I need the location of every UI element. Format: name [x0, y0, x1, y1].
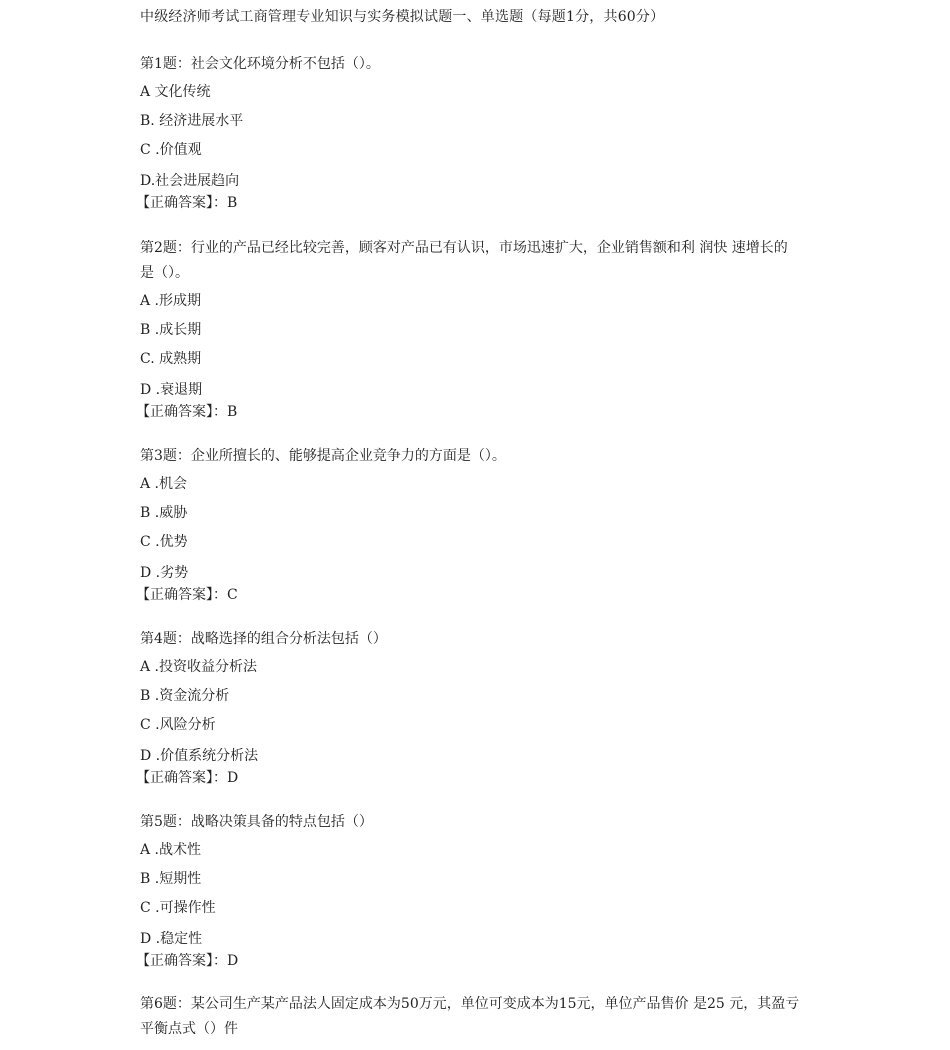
option-a: A .战术性 — [140, 842, 202, 858]
correct-answer: 【正确答案】：D — [136, 953, 239, 969]
question-5 — [136, 810, 800, 971]
option-d: D.社会进展趋向 — [140, 173, 240, 189]
question-stem: 第2题：行业的产品已经比较完善，顾客对产品已有认识，市场迅速扩大，企业销售额和利 润快 速增长的是（）。 — [140, 240, 788, 281]
question-4 — [136, 627, 800, 788]
option-b: B .成长期 — [140, 322, 202, 338]
option-d: D .劣势 — [140, 565, 189, 581]
option-c: C. 成熟期 — [140, 351, 202, 367]
document-title: 中级经济师考试工商管理专业知识与实务模拟试题一、单选题（每题1分，共60分） — [140, 9, 665, 25]
option-d: D .价值系统分析法 — [140, 748, 259, 764]
option-c: C .优势 — [140, 534, 188, 550]
question-stem: 第6题：某公司生产某产品法人固定成本为50万元，单位可变成本为15元，单位产品售价 是25 元，其盈亏平衡点式（）件 — [140, 996, 800, 1037]
option-d: D .衰退期 — [140, 382, 203, 398]
question-3 — [136, 444, 800, 605]
correct-answer: 【正确答案】：B — [136, 404, 238, 420]
option-a: A .投资收益分析法 — [140, 659, 258, 675]
option-b: B. 经济进展水平 — [140, 113, 244, 129]
option-a: A .形成期 — [140, 293, 202, 309]
option-c: C .可操作性 — [140, 900, 216, 916]
option-c: C .风险分析 — [140, 717, 216, 733]
option-c: C .价值观 — [140, 142, 202, 158]
correct-answer: 【正确答案】：C — [136, 587, 238, 603]
option-b: B .资金流分析 — [140, 688, 230, 704]
question-stem: 第4题：战略选择的组合分析法包括（） — [140, 631, 387, 647]
question-1 — [136, 52, 800, 213]
option-d: D .稳定性 — [140, 931, 203, 947]
question-stem: 第5题：战略决策具备的特点包括（） — [140, 814, 373, 830]
correct-answer: 【正确答案】：B — [136, 195, 238, 211]
question-2 — [136, 236, 800, 422]
correct-answer: 【正确答案】：D — [136, 770, 239, 786]
option-a: A 文化传统 — [140, 84, 211, 100]
question-stem: 第1题：社会文化环境分析不包括（）。 — [140, 56, 380, 72]
option-a: A .机会 — [140, 476, 188, 492]
question-6 — [140, 992, 800, 1042]
option-b: B .短期性 — [140, 871, 202, 887]
option-b: B .威胁 — [140, 505, 188, 521]
question-stem: 第3题：企业所擅长的、能够提高企业竞争力的方面是（）。 — [140, 448, 506, 464]
